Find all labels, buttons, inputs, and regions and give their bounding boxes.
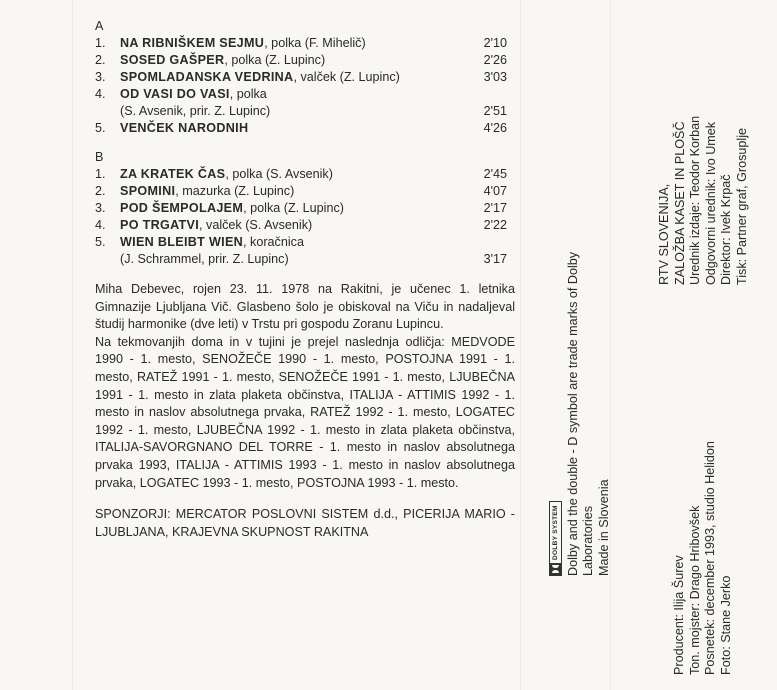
credit-line: Posnetek: december 1993, studio Helidon <box>703 441 718 675</box>
track-number: 1. <box>95 167 106 181</box>
track-list-panel <box>95 18 515 541</box>
track-title: SPOMLADANSKA VEDRINA <box>120 70 294 84</box>
credit-line: Foto: Stane Jerko <box>718 575 733 675</box>
track-info: , mazurka (Z. Lupinc) <box>175 184 295 198</box>
publisher-credits <box>657 116 751 285</box>
track-number: 4. <box>95 218 106 232</box>
track-number: 5. <box>95 121 106 135</box>
track-duration: 2'17 <box>483 201 507 215</box>
awards-paragraph: Na tekmovanjih doma in v tujini je prejel naslednja odličja: MEDVODE 1990 - 1. mesto, SENOŽEČE 1990 - 1. mesto, POSTOJNA 1991 - 1. mesto, RATEŽ 1991 - 1. mesto, SENOŽEČE 1991 - 1. mesto, LJUBEČNA 1991 - 1. mesto in zlata plaketa občinstva, ITALIJA - ATTIMIS 1992 - 1. mesto in naslov absolutnega prvaka, RATEŽ 1992 - 1. mesto, LOGATEC 1992 - 1. mesto, LJUBEČNA 1992 - 1. mesto in zlata plaketa občinstva, ITALIJA-SAVORGNANO DEL TORRE - 1. mesto in naslov absolutnega prvaka 1993, ITALIJA - ATTIMIS 1993 - 1. mesto in naslov absolutnega prvaka, LOGATEC 1993 - 1. mesto, POSTOJNA 1993 - 1. mesto. <box>95 334 515 490</box>
track-info: , polka (Z. Lupinc) <box>243 201 344 215</box>
track-b2 <box>95 183 515 200</box>
track-number: 3. <box>95 201 106 215</box>
track-info: , polka (Z. Lupinc) <box>224 53 326 67</box>
track-a1 <box>95 35 515 52</box>
side-a-label: A <box>95 19 104 33</box>
track-title: NA RIBNIŠKEM SEJMU <box>120 36 265 50</box>
track-number: 2. <box>95 184 106 198</box>
track-b3 <box>95 200 515 217</box>
track-title: POD ŠEMPOLAJEM <box>120 201 244 215</box>
track-number: 5. <box>95 235 106 249</box>
track-duration: 2'51 <box>483 104 507 118</box>
track-info: , polka (S. Avsenik) <box>225 167 333 181</box>
production-credits <box>672 441 734 675</box>
track-title: OD VASI DO VASI <box>120 87 230 101</box>
track-a2 <box>95 52 515 69</box>
track-b1 <box>95 166 515 183</box>
track-title: SPOMINI <box>120 184 176 198</box>
track-info: , valček (Z. Lupinc) <box>293 70 400 84</box>
track-info: , polka <box>229 87 267 101</box>
track-duration: 2'45 <box>483 167 507 181</box>
track-info: , valček (S. Avsenik) <box>199 218 313 232</box>
track-number: 1. <box>95 36 106 50</box>
track-title: ZA KRATEK ČAS <box>120 167 226 181</box>
track-duration: 4'07 <box>483 184 507 198</box>
track-a5 <box>95 120 515 137</box>
track-title: WIEN BLEIBT WIEN <box>120 235 244 249</box>
track-duration: 3'17 <box>483 252 507 266</box>
track-duration: 2'10 <box>483 36 507 50</box>
dolby-logo-icon: DOLBY SYSTEM <box>549 501 562 576</box>
credit-line: Tisk: Partner graf, Grosuplje <box>734 127 749 285</box>
track-title: SOSED GAŠPER <box>120 53 225 67</box>
made-in-text: Made in Slovenia <box>596 479 611 576</box>
track-info: , koračnica <box>243 235 304 249</box>
track-duration: 2'22 <box>483 218 507 232</box>
track-duration: 4'26 <box>483 121 507 135</box>
track-b5 <box>95 234 515 268</box>
credit-line: Urednik izdaje: Teodor Korban <box>688 115 703 285</box>
bio-paragraph: Miha Debevec, rojen 23. 11. 1978 na Rakitni, je učenec 1. letnika Gimnazije Ljubljana Vič. Glasbeno šolo je obiskoval na Viču in nadaljeval študij harmonike (dve leti) v Trstu pri gospodu Zoranu Lupincu. <box>95 282 515 332</box>
track-a4 <box>95 86 515 120</box>
track-number: 2. <box>95 53 106 67</box>
sponsors-text: SPONZORJI: MERCATOR POSLOVNI SISTEM d.d., PICERIJA MARIO - LJUBLJANA, KRAJEVNA SKUPNOST RAKITNA <box>95 507 515 539</box>
fold-line <box>520 0 521 690</box>
track-credits: (J. Schrammel, prir. Z. Lupinc) <box>120 252 289 266</box>
side-b-label: B <box>95 150 104 164</box>
fold-line <box>72 0 73 690</box>
track-title: VENČEK NARODNIH <box>120 121 249 135</box>
track-a3 <box>95 69 515 86</box>
track-credits: (S. Avsenik, prir. Z. Lupinc) <box>120 104 271 118</box>
dolby-trademark-line: Laboratories <box>581 505 596 576</box>
credit-line: ZALOŽBA KASET IN PLOŠČ <box>672 121 687 285</box>
track-number: 4. <box>95 87 106 101</box>
track-title: PO TRGATVI <box>120 218 200 232</box>
track-info: , polka (F. Mihelič) <box>264 36 366 50</box>
track-number: 3. <box>95 70 106 84</box>
credit-line: Odgovorni urednik: Ivo Umek <box>703 121 718 285</box>
track-duration: 2'26 <box>483 53 507 67</box>
credit-line: Ton. mojster: Drago Hribovšek <box>687 505 702 675</box>
credit-line: Producent: Ilija Šurev <box>672 555 686 675</box>
dolby-column <box>549 252 612 576</box>
track-duration: 3'03 <box>483 70 507 84</box>
artist-biography <box>95 281 515 492</box>
dolby-trademark-line: Dolby and the double - D symbol are trade marks of Dolby <box>565 251 580 576</box>
track-b4 <box>95 217 515 234</box>
credit-line: Direktor: Ivek Krpač <box>719 174 734 285</box>
credit-line: RTV SLOVENIJA, <box>657 183 671 285</box>
